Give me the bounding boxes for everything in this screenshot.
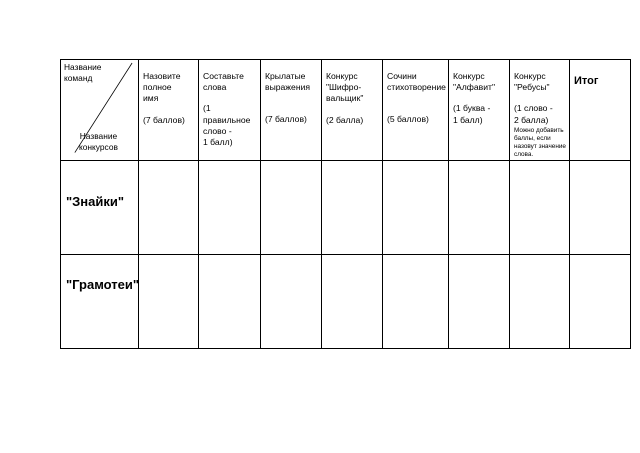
column-points: (7 баллов) xyxy=(143,114,185,125)
team-name-cell xyxy=(61,254,139,348)
score-cell[interactable] xyxy=(199,160,261,254)
header-row xyxy=(61,60,631,161)
column-points: (1 правильное слово - 1 балл) xyxy=(203,103,251,148)
score-cell[interactable] xyxy=(322,254,383,348)
score-cell[interactable] xyxy=(199,254,261,348)
column-header-6 xyxy=(449,60,510,161)
column-points: (1 буква - 1 балл) xyxy=(453,103,491,125)
column-points: (5 баллов) xyxy=(387,114,429,125)
column-note: Можно добавить баллы, если назовут значение слова. xyxy=(514,126,566,159)
column-title: Конкурс "Шифро- вальщик" xyxy=(326,71,364,104)
total-cell[interactable] xyxy=(570,254,631,348)
column-header-3 xyxy=(261,60,322,161)
column-title: Составьте слова xyxy=(203,71,244,93)
column-header-2 xyxy=(199,60,261,161)
score-cell[interactable] xyxy=(383,254,449,348)
column-points: (2 балла) xyxy=(326,114,364,125)
score-cell[interactable] xyxy=(510,254,570,348)
team-name-cell xyxy=(61,160,139,254)
column-title: Конкурс "Алфавит" xyxy=(453,71,495,93)
column-header-1 xyxy=(139,60,199,161)
score-table xyxy=(60,59,631,349)
score-cell[interactable] xyxy=(139,254,199,348)
column-points: (7 баллов) xyxy=(265,114,307,125)
score-cell[interactable] xyxy=(261,254,322,348)
teams-header-label: Название команд xyxy=(64,62,102,83)
column-header-7 xyxy=(510,60,570,161)
column-points: (1 слово - 2 балла) xyxy=(514,103,553,125)
score-cell[interactable] xyxy=(261,160,322,254)
column-title: Крылатые выражения xyxy=(265,71,311,93)
column-title: Назовите полное имя xyxy=(143,71,181,104)
team-row xyxy=(61,160,631,254)
total-header xyxy=(570,60,631,161)
column-title: Конкурс "Ребусы" xyxy=(514,71,550,93)
team-name: "Грамотеи" xyxy=(66,276,140,292)
team-row xyxy=(61,254,631,348)
team-name: "Знайки" xyxy=(66,193,125,209)
score-cell[interactable] xyxy=(449,254,510,348)
column-header-5 xyxy=(383,60,449,161)
total-cell[interactable] xyxy=(570,160,631,254)
score-cell[interactable] xyxy=(322,160,383,254)
score-cell[interactable] xyxy=(510,160,570,254)
corner-cell xyxy=(61,60,139,161)
contests-header-label: Название конкурсов xyxy=(79,131,118,152)
column-header-4 xyxy=(322,60,383,161)
score-cell[interactable] xyxy=(449,160,510,254)
total-label: Итог xyxy=(574,75,599,87)
column-title: Сочини стихотворение xyxy=(387,71,446,93)
score-cell[interactable] xyxy=(139,160,199,254)
score-cell[interactable] xyxy=(383,160,449,254)
